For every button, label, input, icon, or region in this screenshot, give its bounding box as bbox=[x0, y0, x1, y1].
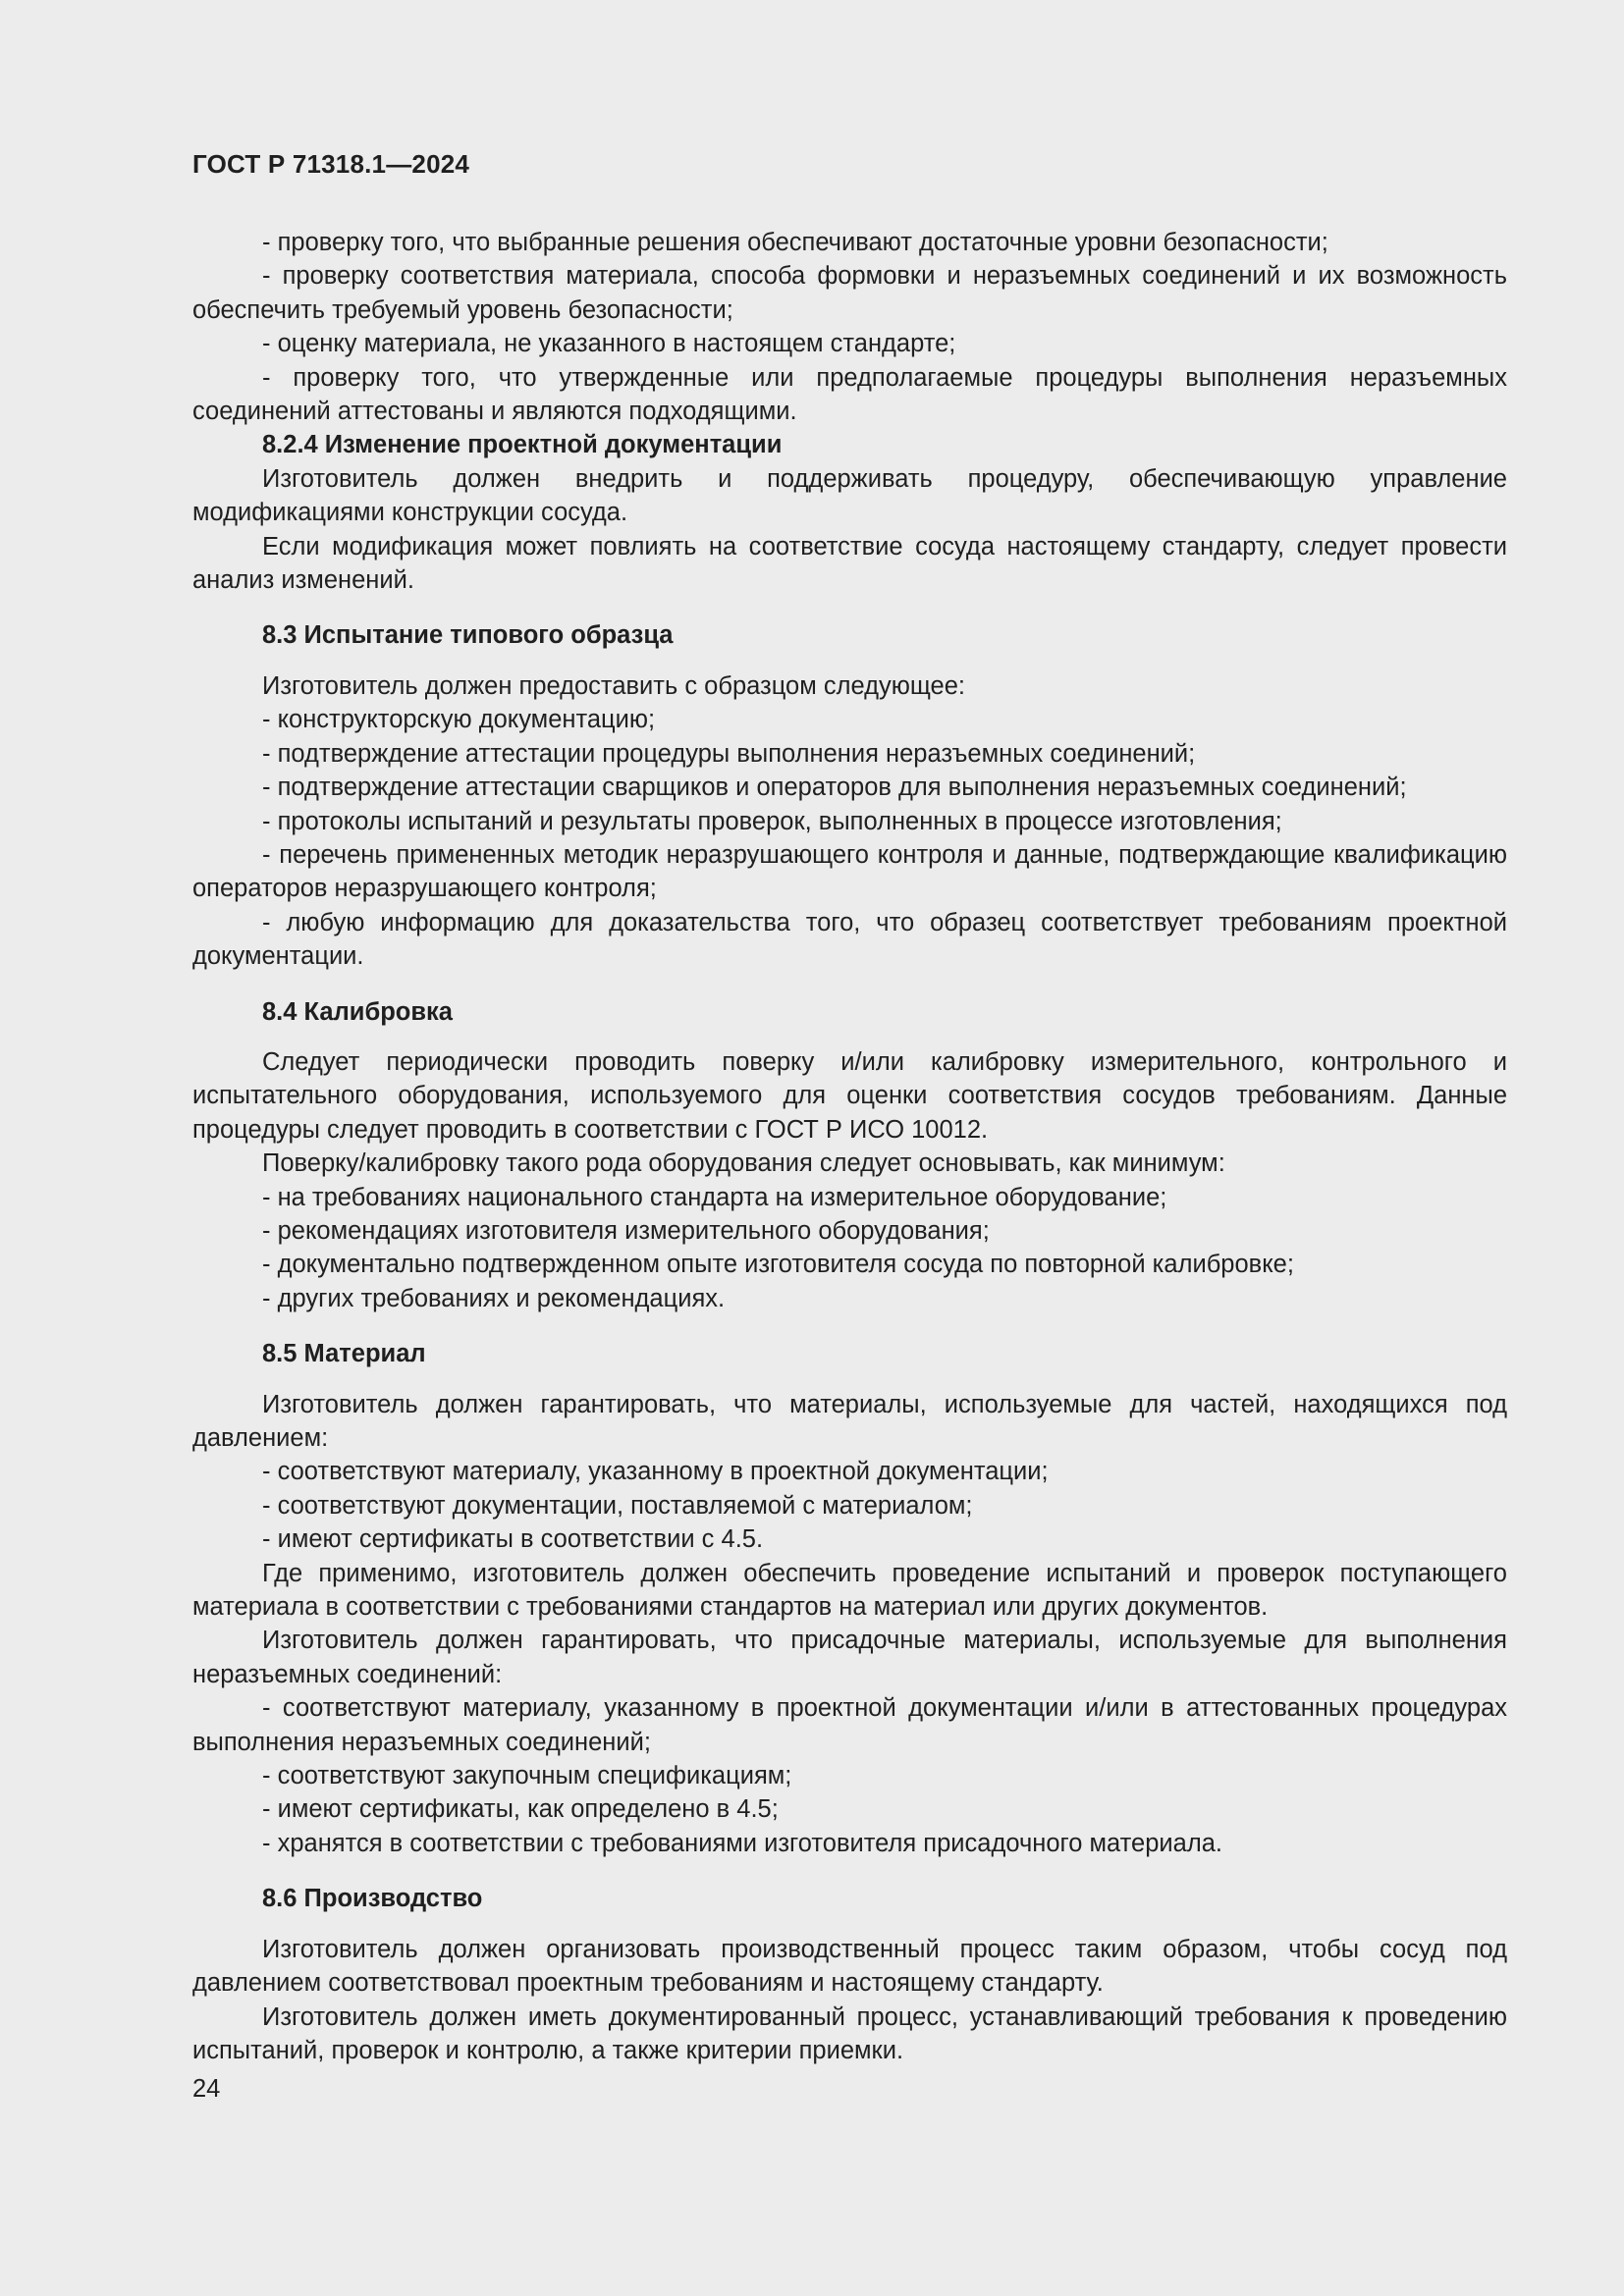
list-item: - других требованиях и рекомендациях. bbox=[262, 1284, 726, 1312]
paragraph: Изготовитель должен организовать производственный процесс таким образом, чтобы сосуд под давлением соответствовал проектным требованиям и настоящему стандарту. bbox=[192, 1935, 1507, 1998]
paragraph: Следует периодически проводить поверку и/или калибровку измерительного, контрольного и испытательного оборудования, используемого для оценки соответствия сосудов требованиям. Данные процедуры следует проводить в соответствии с ГОСТ Р ИСО 10012. bbox=[192, 1047, 1507, 1144]
list-item: - протоколы испытаний и результаты проверок, выполненных в процессе изготовления; bbox=[262, 807, 1282, 835]
paragraph: Поверку/калибровку такого рода оборудования следует основывать, как минимум: bbox=[262, 1149, 1225, 1178]
list-item: - подтверждение аттестации процедуры выполнения неразъемных соединений; bbox=[262, 739, 1196, 768]
list-item: - проверку того, что утвержденные или предполагаемые процедуры выполнения неразъемных соединений аттестованы и являются подходящими. bbox=[192, 363, 1507, 426]
list-item: - рекомендациях изготовителя измерительного оборудования; bbox=[262, 1216, 990, 1245]
paragraph: Изготовитель должен гарантировать, что материалы, используемые для частей, находящихся под давлением: bbox=[192, 1390, 1507, 1452]
document-header: ГОСТ Р 71318.1—2024 bbox=[192, 149, 470, 179]
section-heading: 8.4 Калибровка bbox=[262, 997, 453, 1026]
paragraph: Изготовитель должен иметь документированный процесс, устанавливающий требования к проведению испытаний, проверок и контролю, а также критерии приемки. bbox=[192, 2002, 1507, 2064]
list-item: - соответствуют закупочным спецификациям; bbox=[262, 1762, 792, 1790]
paragraph: Изготовитель должен внедрить и поддерживать процедуру, обеспечивающую управление модификациями конструкции сосуда. bbox=[192, 464, 1507, 527]
list-item: - проверку соответствия материала, способа формовки и неразъемных соединений и их возможность обеспечить требуемый уровень безопасности; bbox=[192, 262, 1507, 324]
list-item: - конструкторскую документацию; bbox=[262, 706, 656, 734]
list-item: - соответствуют материалу, указанному в проектной документации; bbox=[262, 1458, 1049, 1486]
page-number: 24 bbox=[192, 2075, 221, 2103]
paragraph: Где применимо, изготовитель должен обеспечить проведение испытаний и проверок поступающего материала в соответствии с требованиями стандартов на материал или других документов. bbox=[192, 1559, 1507, 1622]
list-item: - подтверждение аттестации сварщиков и операторов для выполнения неразъемных соединений; bbox=[262, 774, 1407, 802]
list-item: - имеют сертификаты, как определено в 4.5; bbox=[262, 1795, 779, 1824]
document-body bbox=[192, 226, 1507, 2067]
paragraph: Изготовитель должен предоставить с образцом следующее: bbox=[262, 671, 966, 700]
list-item: - любую информацию для доказательства того, что образец соответствует требованиям проектной документации. bbox=[192, 908, 1507, 971]
list-item: - перечень примененных методик неразрушающего контроля и данные, подтверждающие квалификацию операторов неразрушающего контроля; bbox=[192, 840, 1507, 903]
list-item: - документально подтвержденном опыте изготовителя сосуда по повторной калибровке; bbox=[262, 1251, 1294, 1279]
list-item: - оценку материала, не указанного в настоящем стандарте; bbox=[262, 330, 956, 358]
list-item: - на требованиях национального стандарта на измерительное оборудование; bbox=[262, 1183, 1167, 1211]
section-heading: 8.5 Материал bbox=[262, 1340, 426, 1368]
list-item: - соответствуют документации, поставляемой с материалом; bbox=[262, 1491, 973, 1520]
list-item: - проверку того, что выбранные решения обеспечивают достаточные уровни безопасности; bbox=[262, 229, 1328, 256]
section-heading: 8.6 Производство bbox=[262, 1885, 483, 1913]
list-item: - соответствуют материалу, указанному в проектной документации и/или в аттестованных процедурах выполнения неразъемных соединений; bbox=[192, 1694, 1507, 1756]
paragraph: Если модификация может повлиять на соответствие сосуда настоящему стандарту, следует провести анализ изменений. bbox=[192, 532, 1507, 595]
paragraph: Изготовитель должен гарантировать, что присадочные материалы, используемые для выполнения неразъемных соединений: bbox=[192, 1627, 1507, 1688]
subsection-heading: 8.2.4 Изменение проектной документации bbox=[262, 431, 783, 459]
list-item: - хранятся в соответствии с требованиями изготовителя присадочного материала. bbox=[262, 1829, 1222, 1857]
list-item: - имеют сертификаты в соответствии с 4.5. bbox=[262, 1525, 764, 1554]
section-heading: 8.3 Испытание типового образца bbox=[262, 621, 674, 650]
